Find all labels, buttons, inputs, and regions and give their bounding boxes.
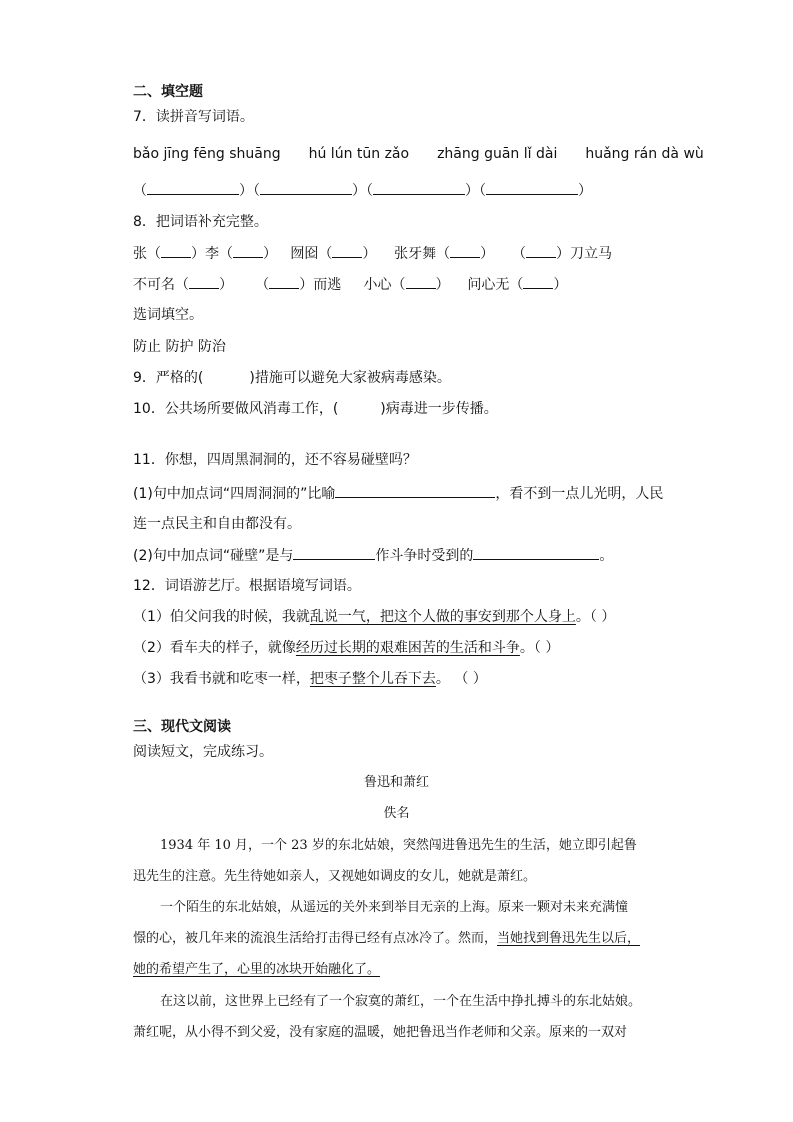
answer-blank-2[interactable] — [260, 180, 352, 195]
question-8-row-1: 张（ ）李（ ） 囫囵（ ） 张牙舞（ ） （ ）刀立马 — [133, 243, 612, 264]
section-title: 二、填空题 — [133, 84, 203, 100]
article-paragraph-line: 萧红呢，从小得不到父爱，没有家庭的温暖，她把鲁迅当作老师和父亲。原来的一双对 — [133, 1025, 628, 1040]
article-paragraph-line: 迅先生的注意。先生待她如亲人，又视她如调皮的女儿，她就是萧红。 — [133, 869, 537, 884]
question-11-part-1: (1)句中加点词“四周洞洞的”比喻 ，看不到一点儿光明，人民 — [133, 483, 663, 504]
answer-blank-4[interactable] — [486, 180, 578, 195]
fill-blank[interactable] — [450, 243, 480, 258]
fill-blank[interactable] — [293, 545, 375, 560]
fill-blank[interactable] — [189, 274, 219, 289]
question-10: 10．公共场所要做风消毒工作，( )病毒进一步传播。 — [133, 401, 498, 417]
answer-blanks-row: （ ）（ ）（ ）（ ） — [133, 180, 592, 201]
fill-blank[interactable] — [269, 274, 299, 289]
article-title: 鲁迅和萧红 — [363, 775, 429, 790]
question-8-row-2: 不可名（ ） （ ）而逃 小心（ ） 问心无（ ） — [133, 274, 567, 295]
article-author: 佚名 — [383, 806, 410, 821]
fill-blank[interactable] — [406, 274, 436, 289]
article-paragraph-line: 憬的心，被几年来的流浪生活给打击得已经有点冰冷了。然而，当她找到鲁迅先生以后， — [133, 931, 641, 946]
fill-blank[interactable] — [473, 545, 599, 560]
question-12-item-1: （1）伯父问我的时候，我就乱说一气，把这个人做的事安到那个人身上。（ ） — [133, 609, 616, 625]
article-paragraph-line: 她的希望产生了，心里的冰块开始融化了。 — [133, 962, 381, 977]
fill-blank[interactable] — [335, 483, 495, 498]
choose-word-prompt: 选词填空。 — [133, 307, 203, 323]
answer-blank-3[interactable] — [373, 180, 465, 195]
article-paragraph-line: 在这以前，这世界上已经有了一个寂寞的萧红，一个在生活中挣扎搏斗的东北姑娘。 — [160, 994, 642, 1009]
pinyin-3: zhāng guān lǐ dài — [437, 146, 558, 162]
article-paragraph-line: 1934 年 10 月，一个 23 岁的东北姑娘，突然闯进鲁迅先生的生活，她立即引起鲁 — [160, 838, 637, 853]
fill-blank[interactable] — [332, 243, 362, 258]
article-paragraph-line: 一个陌生的东北姑娘，从遥远的关外来到举目无亲的上海。原来一颗对未来充满憧 — [160, 900, 629, 915]
question-11-part-1-cont: 连一点民主和自由都没有。 — [133, 516, 301, 532]
fill-blank[interactable] — [526, 243, 556, 258]
question-9: 9．严格的( )措施可以避免大家被病毒感染。 — [133, 370, 451, 386]
question-8-prompt: 8．把词语补充完整。 — [133, 214, 268, 230]
fill-blank[interactable] — [233, 243, 263, 258]
fill-blank[interactable] — [523, 274, 553, 289]
question-12-prompt: 12．词语游艺厅。根据语境写词语。 — [133, 578, 361, 594]
section-title: 三、现代文阅读 — [133, 719, 231, 735]
word-options: 防止 防护 防治 — [133, 339, 226, 355]
pinyin-4: huǎng rán dà wù — [585, 146, 704, 162]
question-12-item-3: （3）我看书就和吃枣一样，把枣子整个儿吞下去。 （ ） — [133, 671, 487, 687]
pinyin-2: hú lún tūn zǎo — [308, 146, 410, 162]
fill-blank[interactable] — [161, 243, 191, 258]
answer-blank-1[interactable] — [147, 180, 239, 195]
question-11-part-2: (2)句中加点词“碰壁”是与 作斗争时受到的 。 — [133, 545, 613, 566]
question-11-prompt: 11．你想，四周黑洞洞的，还不容易碰壁吗？ — [133, 452, 417, 468]
reading-instruction: 阅读短文，完成练习。 — [133, 744, 273, 760]
question-7-prompt: 7．读拼音写词语。 — [133, 109, 254, 125]
question-12-item-2: （2）看车夫的样子，就像经历过长期的艰难困苦的生活和斗争。（ ） — [133, 640, 560, 656]
pinyin-1: bǎo jīng fēng shuāng — [133, 146, 281, 162]
pinyin-row — [133, 144, 732, 164]
